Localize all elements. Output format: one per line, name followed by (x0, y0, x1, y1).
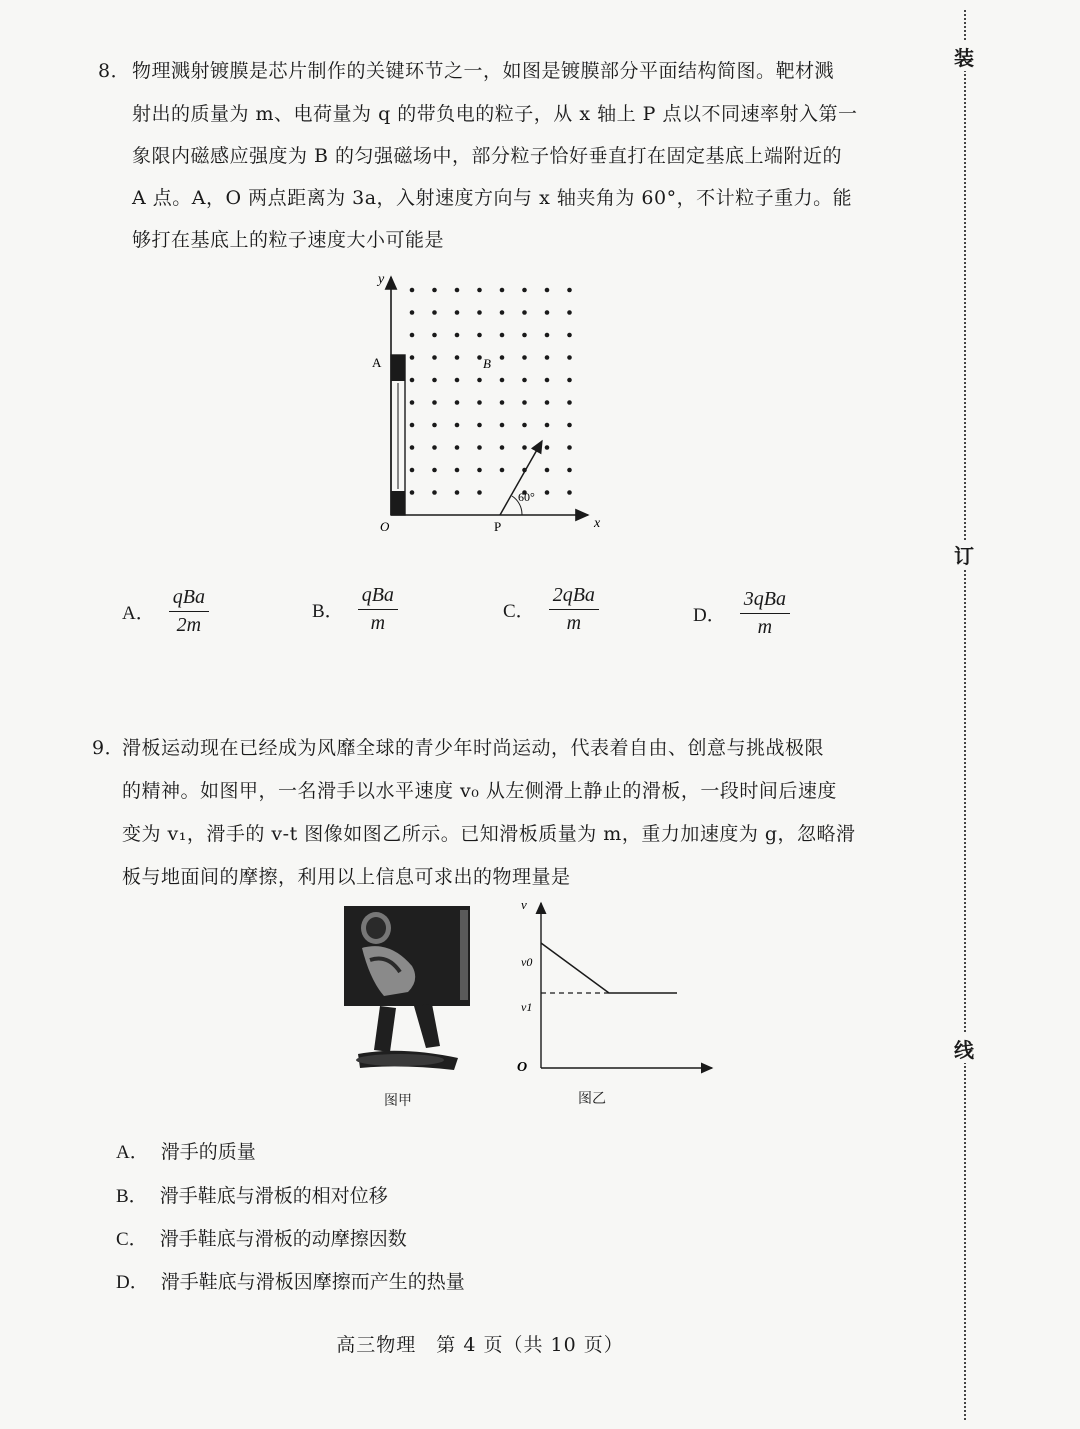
angle-label: 60° (518, 490, 535, 504)
q8-line-3: 象限内磁感应强度为 B 的匀强磁场中，部分粒子恰好垂直打在固定基底上端附近的 (132, 145, 843, 167)
page-footer: 高三物理 第 4 页（共 10 页） (336, 1334, 624, 1356)
q9-line-2: 的精神。如图甲，一名滑手以水平速度 v₀ 从左侧滑上静止的滑板，一段时间后速度 (122, 780, 837, 802)
magnetic-field-dots (410, 288, 572, 495)
field-dot (500, 400, 505, 405)
fig-jia-caption: 图甲 (384, 1093, 412, 1109)
field-dot (477, 355, 482, 360)
field-dot (455, 490, 460, 495)
field-dot (567, 378, 572, 383)
q8-choice-b: B． $\frac{\text{qBa}}{m}$ (312, 584, 398, 635)
field-dot (432, 378, 437, 383)
q8-choice-d: D． $\frac{\text{3qBa}}{m}$ (693, 588, 790, 639)
field-dot (477, 378, 482, 383)
fig-yi-caption: 图乙 (578, 1091, 606, 1107)
field-dot (545, 288, 550, 293)
field-dot (522, 333, 527, 338)
field-dot (477, 310, 482, 315)
q8-choice-d-fraction: $\frac{\text{3qBa}}{m}$ (740, 588, 790, 639)
binding-char-zhuang: 装 (954, 42, 974, 71)
q8-choice-c-fraction: $\frac{\text{2qBa}}{m}$ (549, 584, 599, 635)
field-dot (455, 288, 460, 293)
q8-line-2: 射出的质量为 m、电荷量为 q 的带负电的粒子，从 x 轴上 P 点以不同速率射入第一 (132, 103, 858, 125)
substrate-bottom-block (391, 491, 405, 515)
field-dot (477, 400, 482, 405)
field-dot (477, 288, 482, 293)
field-dot (567, 423, 572, 428)
q8-line-5: 够打在基底上的粒子速度大小可能是 (132, 229, 445, 251)
substrate-top-block (391, 355, 405, 381)
field-dot (545, 378, 550, 383)
graph-origin-label: O (517, 1060, 528, 1075)
field-dot (432, 310, 437, 315)
field-dot (522, 378, 527, 383)
field-dot (455, 333, 460, 338)
q9-line-3: 变为 v₁，滑手的 v-t 图像如图乙所示。已知滑板质量为 m，重力加速度为 g，忽略滑 (122, 823, 856, 845)
q8-choice-a: A． $\frac{\text{qBa}}{2m}$ (122, 586, 209, 637)
field-dot (410, 378, 415, 383)
field-dot (477, 468, 482, 473)
binding-char-xian: 线 (954, 1034, 974, 1063)
field-dot (432, 423, 437, 428)
field-dot (500, 445, 505, 450)
field-dot (410, 468, 415, 473)
binding-char-ding: 订 (954, 540, 974, 569)
field-dot (477, 445, 482, 450)
field-dot (500, 310, 505, 315)
x-axis-label: x (594, 516, 601, 531)
field-dot (455, 310, 460, 315)
field-dot (432, 490, 437, 495)
q8-line-4: A 点。A，O 两点距离为 3a，入射速度方向与 x 轴夹角为 60°，不计粒子重力。能 (132, 187, 853, 209)
field-dot (410, 490, 415, 495)
field-dot (500, 378, 505, 383)
field-dot (567, 490, 572, 495)
field-dot (545, 333, 550, 338)
field-dot (567, 468, 572, 473)
field-dot (455, 423, 460, 428)
q8-choice-c: C． $\frac{\text{2qBa}}{m}$ (503, 584, 599, 635)
field-dot (545, 400, 550, 405)
field-dot (410, 355, 415, 360)
velocity-series-line (541, 943, 677, 993)
field-dot (432, 468, 437, 473)
point-p-label: P (494, 519, 502, 534)
field-dot (500, 333, 505, 338)
field-dot (432, 400, 437, 405)
field-dot (545, 355, 550, 360)
point-a-label: A (372, 355, 382, 370)
q9-option-d: D． 滑手鞋底与滑板因摩擦而产生的热量 (116, 1271, 465, 1293)
field-dot (545, 468, 550, 473)
field-dot (455, 355, 460, 360)
field-dot (455, 468, 460, 473)
field-b-label: B (483, 356, 491, 371)
field-dot (432, 288, 437, 293)
v0-tick-label: v0 (521, 955, 533, 969)
field-dot (567, 288, 572, 293)
field-dot (500, 288, 505, 293)
field-dot (432, 333, 437, 338)
q9-number: 9． (92, 737, 125, 759)
field-dot (567, 333, 572, 338)
field-dot (477, 490, 482, 495)
field-dot (477, 423, 482, 428)
q9-option-c: C． 滑手鞋底与滑板的动摩擦因数 (116, 1228, 407, 1250)
skateboarder-illustration (340, 900, 475, 1075)
field-dot (567, 445, 572, 450)
field-dot (522, 400, 527, 405)
vt-graph (505, 893, 720, 1078)
field-dot (522, 288, 527, 293)
field-dot (545, 423, 550, 428)
field-dot (432, 355, 437, 360)
field-dot (522, 445, 527, 450)
field-dot (522, 310, 527, 315)
q8-choice-b-fraction: $\frac{\text{qBa}}{m}$ (358, 584, 398, 635)
field-dot (410, 423, 415, 428)
q8-number: 8． (98, 60, 131, 82)
field-dot (522, 355, 527, 360)
v-axis-label: v (521, 897, 527, 912)
q8-figure (360, 265, 620, 540)
field-dot (477, 333, 482, 338)
field-dot (545, 490, 550, 495)
q9-option-b: B． 滑手鞋底与滑板的相对位移 (116, 1185, 388, 1207)
field-dot (567, 355, 572, 360)
field-dot (410, 445, 415, 450)
q8-choice-a-fraction: $\frac{\text{qBa}}{2m}$ (169, 586, 209, 637)
y-axis-label: y (378, 272, 385, 287)
q9-option-a: A． 滑手的质量 (116, 1141, 256, 1163)
field-dot (500, 355, 505, 360)
field-dot (522, 423, 527, 428)
field-dot (410, 310, 415, 315)
q9-line-1: 滑板运动现在已经成为风靡全球的青少年时尚运动，代表着自由、创意与挑战极限 (122, 737, 825, 759)
field-dot (500, 468, 505, 473)
field-dot (545, 445, 550, 450)
field-dot (567, 310, 572, 315)
v1-tick-label: v1 (521, 1000, 533, 1014)
field-dot (410, 333, 415, 338)
field-dot (567, 400, 572, 405)
binding-dotted-line (964, 10, 966, 1420)
field-dot (455, 445, 460, 450)
q8-line-1: 物理溅射镀膜是芯片制作的关键环节之一，如图是镀膜部分平面结构简图。靶材溅 (132, 60, 835, 82)
field-dot (410, 288, 415, 293)
field-dot (410, 400, 415, 405)
field-dot (432, 445, 437, 450)
field-dot (500, 423, 505, 428)
field-dot (455, 400, 460, 405)
origin-label: O (380, 519, 390, 534)
field-dot (545, 310, 550, 315)
q9-line-4: 板与地面间的摩擦，利用以上信息可求出的物理量是 (122, 866, 571, 888)
field-dot (455, 378, 460, 383)
